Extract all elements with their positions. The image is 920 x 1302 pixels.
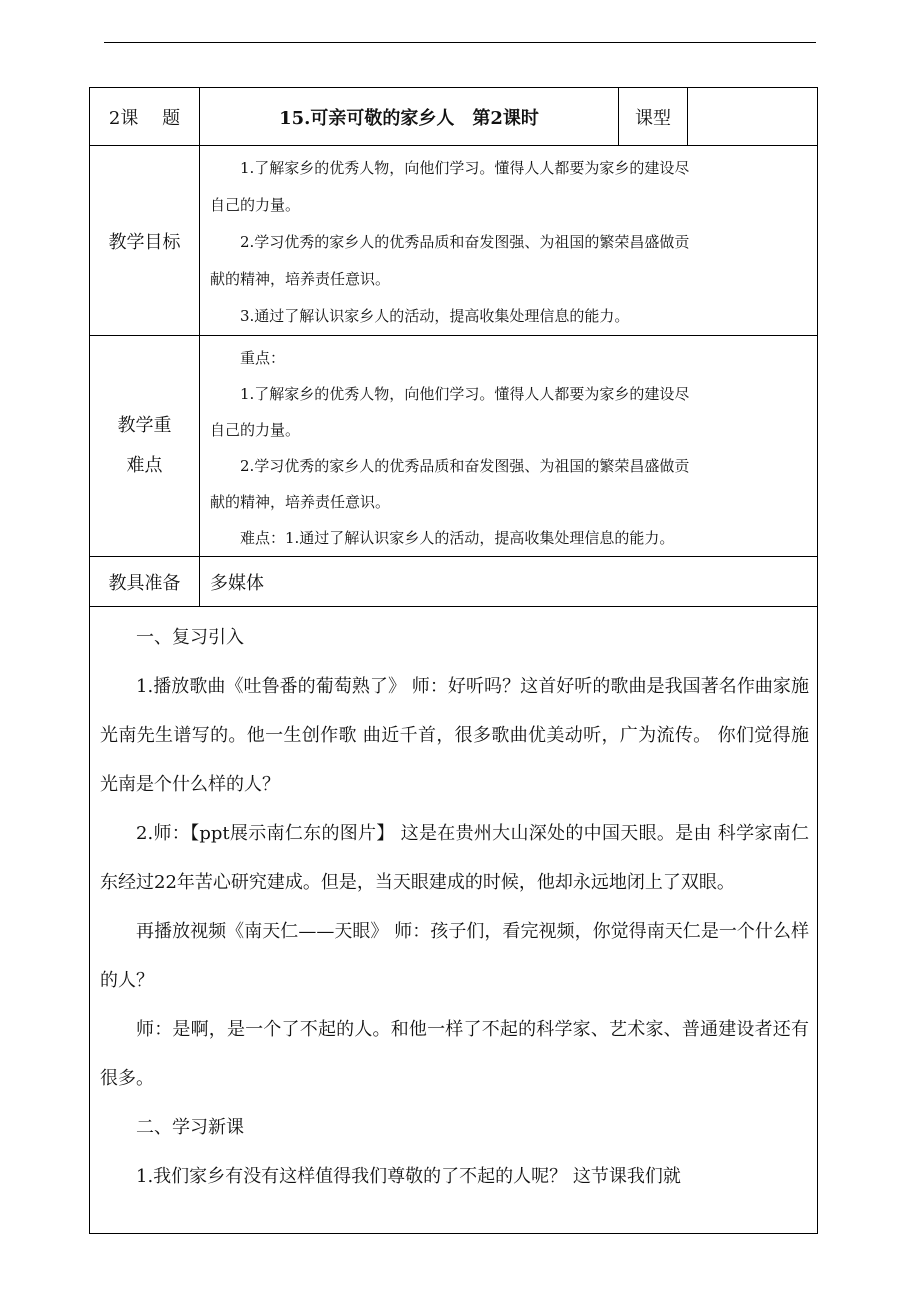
lesson-title: 15.可亲可敬的家乡人 第2课时 bbox=[200, 88, 619, 146]
objectives-line: 献的精神，培养责任意识。 bbox=[210, 270, 391, 288]
objectives-row bbox=[90, 146, 818, 336]
key-points-label-line: 难点 bbox=[126, 455, 163, 476]
process-paragraph: 再播放视频《南天仁——天眼》 师：孩子们，看完视频，你觉得南天仁是一个什么样的人？ bbox=[100, 921, 809, 991]
key-points-label bbox=[90, 336, 200, 557]
tools-row bbox=[90, 557, 818, 607]
process-paragraph: 1.播放歌曲《吐鲁番的葡萄熟了》 师：好听吗？这首好听的歌曲是我国著名作曲家施光南先生谱写的。他一生创作歌 曲近千首，很多歌曲优美动听，广为流传。 你们觉得施光南是个什么样的人？ bbox=[100, 676, 809, 795]
objectives-content bbox=[200, 146, 818, 336]
process-paragraph: 2.师：【ppt展示南仁东的图片】 这是在贵州大山深处的中国天眼。是由 科学家南仁东经过22年苦心研究建成。但是，当天眼建成的时候，他却永远地闭上了双眼。 bbox=[100, 823, 809, 893]
header-row bbox=[90, 88, 818, 146]
tools-label: 教具准备 bbox=[90, 557, 200, 607]
objectives-line: 1.了解家乡的优秀人物，向他们学习。懂得人人都要为家乡的建设尽 bbox=[240, 159, 690, 177]
key-points-line: 重点： bbox=[240, 349, 286, 367]
lesson-plan-table bbox=[89, 87, 818, 1234]
process-row bbox=[90, 607, 818, 1234]
key-points-label-line: 教学重 bbox=[117, 415, 172, 436]
objectives-line: 2.学习优秀的家乡人的优秀品质和奋发图强、为祖国的繁荣昌盛做贡 bbox=[240, 233, 690, 251]
teaching-process bbox=[90, 607, 818, 1234]
process-paragraph: 师：是啊，是一个了不起的人。和他一样了不起的科学家、艺术家、普通建设者还有很多。 bbox=[100, 1019, 809, 1089]
key-points-line: 2.学习优秀的家乡人的优秀品质和奋发图强、为祖国的繁荣昌盛做贡 bbox=[240, 457, 690, 475]
process-heading: 一、复习引入 bbox=[136, 627, 244, 648]
process-heading: 二、学习新课 bbox=[136, 1117, 244, 1138]
objectives-label: 教学目标 bbox=[90, 146, 200, 336]
lesson-type-label: 课型 bbox=[619, 88, 688, 146]
tools-value: 多媒体 bbox=[200, 557, 818, 607]
key-points-line: 自己的力量。 bbox=[210, 421, 301, 439]
process-paragraph: 1.我们家乡有没有这样值得我们尊敬的了不起的人呢？ 这节课我们就 bbox=[136, 1166, 681, 1187]
key-points-line: 难点：1.通过了解认识家乡人的活动，提高收集处理信息的能力。 bbox=[240, 529, 675, 547]
key-points-row bbox=[90, 336, 818, 557]
header-rule bbox=[104, 42, 816, 43]
lesson-type-value bbox=[688, 88, 818, 146]
objectives-line: 自己的力量。 bbox=[210, 196, 301, 214]
lesson-number-cell: 2课 题 bbox=[90, 88, 200, 146]
key-points-line: 献的精神，培养责任意识。 bbox=[210, 493, 391, 511]
key-points-content bbox=[200, 336, 818, 557]
objectives-line: 3.通过了解认识家乡人的活动，提高收集处理信息的能力。 bbox=[240, 307, 630, 325]
key-points-line: 1.了解家乡的优秀人物，向他们学习。懂得人人都要为家乡的建设尽 bbox=[240, 385, 690, 403]
